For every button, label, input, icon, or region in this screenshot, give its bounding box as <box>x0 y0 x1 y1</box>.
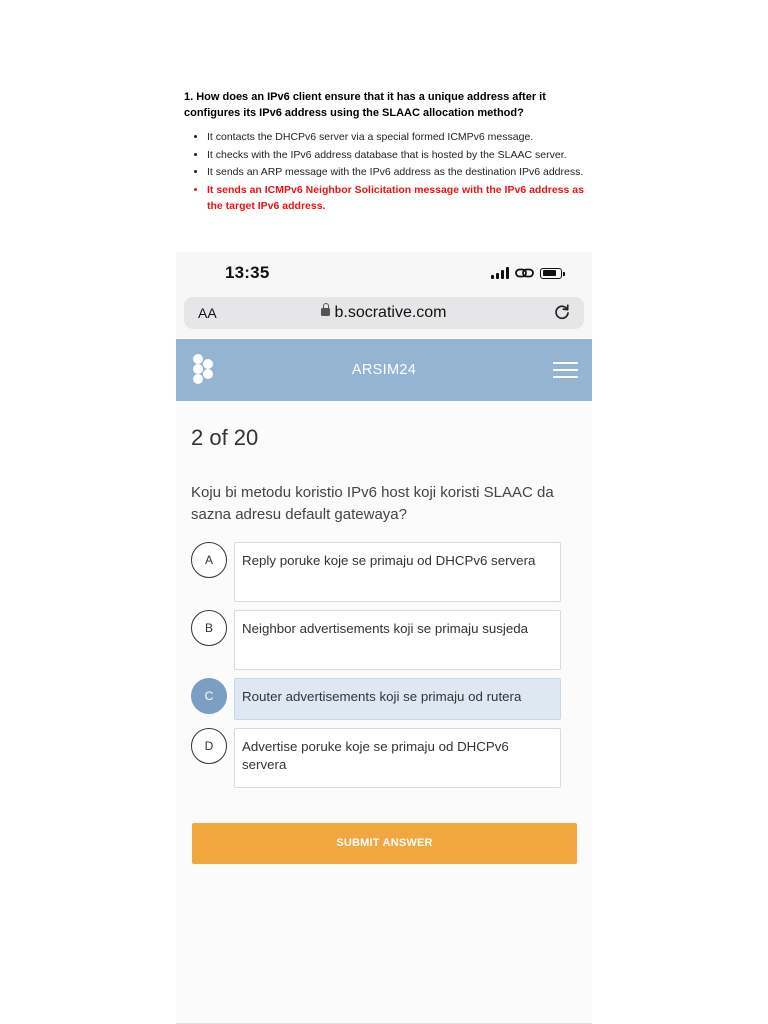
answer-letter-badge[interactable]: A <box>191 542 227 578</box>
document-option-correct: • It sends an ICMPv6 Neighbor Solicitation message with the IPv6 address as the target IPv6 address. <box>207 182 584 215</box>
submit-answer-button[interactable]: SUBMIT ANSWER <box>192 823 577 864</box>
phone-screenshot <box>176 252 592 1024</box>
status-icons <box>491 266 562 280</box>
link-icon <box>515 267 534 279</box>
answer-text[interactable]: Neighbor advertisements koji se primaju susjeda <box>234 610 561 670</box>
question-text: Koju bi metodu koristio IPv6 host koji koristi SLAAC da sazna adresu default gatewaya? <box>191 484 554 523</box>
url-text: b.socrative.com <box>334 304 447 321</box>
answer-text-selected[interactable]: Router advertisements koji se primaju od rutera <box>234 678 561 720</box>
url-display[interactable] <box>184 304 584 322</box>
answer-letter-badge-selected[interactable]: C <box>191 678 227 714</box>
battery-icon <box>540 268 562 279</box>
app-header <box>176 339 592 401</box>
app-title: ARSIM24 <box>351 362 417 378</box>
status-time: 13:35 <box>225 263 270 282</box>
signal-icon <box>491 267 509 279</box>
document-option: • It sends an ARP message with the IPv6 address as the destination IPv6 address. <box>207 164 584 181</box>
lock-icon <box>321 308 330 316</box>
answer-letter-badge[interactable]: D <box>191 728 227 764</box>
document-question-title: 1. How does an IPv6 client ensure that it has a unique address after it configures its IPv6 address using the SLAAC allocation method? <box>184 91 546 119</box>
document-option: • It contacts the DHCPv6 server via a special formed ICMPv6 message. <box>207 129 584 146</box>
browser-bar <box>176 296 592 338</box>
answer-text[interactable]: Reply poruke koje se primaju od DHCPv6 servera <box>234 542 561 602</box>
status-bar <box>176 252 592 296</box>
document-option: • It checks with the IPv6 address database that is hosted by the SLAAC server. <box>207 147 584 164</box>
answer-option-b[interactable] <box>191 610 563 670</box>
answer-option-c[interactable] <box>191 678 563 720</box>
document-options-list <box>184 129 584 215</box>
text-size-label: AA <box>198 305 217 321</box>
hamburger-menu-icon[interactable] <box>553 362 578 378</box>
answer-option-d[interactable] <box>191 728 563 788</box>
answer-letter-badge[interactable]: B <box>191 610 227 646</box>
answer-text[interactable]: Advertise poruke koje se primaju od DHCPv6 servera <box>234 728 561 788</box>
address-bar[interactable] <box>184 297 584 329</box>
answer-option-a[interactable] <box>191 542 563 602</box>
document-question-block <box>184 89 584 216</box>
question-counter: 2 of 20 <box>191 425 259 450</box>
reload-icon[interactable] <box>552 302 572 322</box>
